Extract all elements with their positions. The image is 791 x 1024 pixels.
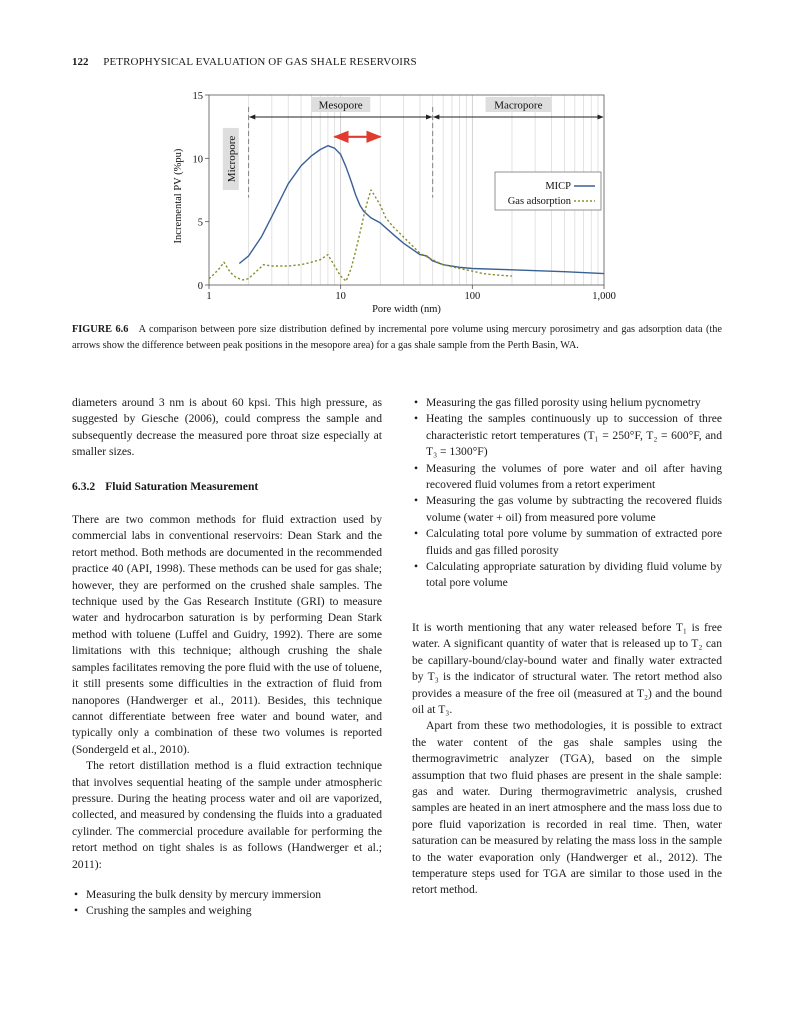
list-item: • Heating the samples continuously up to succession of three characteristic retort temperatures (T₁ = 250°F, T₂ = 600°F, and T₃ = 1300°F) xyxy=(412,411,722,460)
legend-label: MICP xyxy=(545,181,571,192)
procedure-list-left xyxy=(72,887,382,920)
x-tick-label: 1,000 xyxy=(592,291,616,302)
x-tick-label: 1 xyxy=(206,291,212,302)
micropore-label: Micropore xyxy=(225,135,238,183)
list-item: • Measuring the bulk density by mercury immersion xyxy=(72,887,382,903)
page-number: 122 xyxy=(72,56,89,68)
list-item: • Measuring the gas filled porosity using helium pycnometry xyxy=(412,395,722,411)
running-head-title: PETROPHYSICAL EVALUATION OF GAS SHALE RESERVOIRS xyxy=(103,56,417,68)
paragraph-intro: diameters around 3 nm is about 60 kpsi. This high pressure, as suggested by Giesche (2006), could compress the sample and subsequently decrease the measured pore throat size especially at smaller sizes. xyxy=(72,396,382,459)
figure-label: FIGURE 6.6 xyxy=(72,324,129,335)
section-heading xyxy=(72,479,382,495)
paragraph-methods: There are two common methods for fluid extraction used by commercial labs in conventional reservoirs: Dean Stark and the retort method. Both methods are documented in the recommended practice 40 (API, 1998). These methods can be used for gas shale; however, they are performed on the crushed shale samples. The technique used by the Gas Research Institute (GRI) to measure water and hydrocarbon saturation is by performing Dean Stark method with toluene (Luffel and Guidry, 1992). There are some limitations with this technique; although crushing the shale samples facilitates removing the pore fluid with the use of toluene, it still presents some difficulties in the extraction of fluid from nanopores (Handwerger et al., 2011). Besides, this technique cannot differentiate between free water and bound water, and typically only a combination of these two volumes is reported (Sondergeld et al., 2010). xyxy=(72,513,382,756)
paragraph-water: It is worth mentioning that any water released before T₁ is free water. A significant quantity of water that is released up to T₂ can be capillary-bound/clay-bound water and finally water extracted by T₃ is the indicator of structural water. The retort method also provides a measure of the free oil (measured at T₂) and the bound oil at T₃. xyxy=(412,620,722,716)
paragraph-tga: Apart from these two methodologies, it is possible to extract the water content of the gas shale samples using the thermogravimetric analyzer (TGA), based on the simple assumption that two fluid phases are present in the shale sample: gas and water. During thermogravimetric analysis, crushed samples are heated in an inert atmosphere and the mass loss due to pore fluid vaporization is recorded in real time. Then, water saturation can be measured by relating the mass loss in the sample to the water evaporation only (Handwerger et al., 2012). The temperature steps used for TGA are similar to those used in the retort method. xyxy=(412,719,722,897)
right-column xyxy=(412,395,722,899)
legend-label: Gas adsorption xyxy=(507,196,571,207)
y-tick-label: 5 xyxy=(197,217,203,229)
list-item: • Calculating total pore volume by summation of extracted pore fluids and gas filled porosity xyxy=(412,526,722,559)
macropore-label: Macropore xyxy=(494,99,543,112)
y-tick-label: 10 xyxy=(192,154,203,166)
x-tick-label: 100 xyxy=(464,291,481,302)
y-axis-label: Incremental PV (%pu) xyxy=(173,148,184,244)
left-column xyxy=(72,395,382,920)
section-number: 6.3.2 xyxy=(72,479,96,493)
paragraph-retort: The retort distillation method is a fluid extraction technique that involves sequential heating of the sample under atmospheric pressure. During the heating process water and oil are vaporized, collected, and measured by condensing the fluids into a graduated cylinder. The commercial procedure available for performing the retort method on tight shales is as follows (Handwerger et al.; 2011): xyxy=(72,759,382,871)
list-item: • Calculating appropriate saturation by dividing fluid volume by total pore volume xyxy=(412,559,722,592)
list-item: • Measuring the volumes of pore water and oil after having recovered fluid volumes from a retort experiment xyxy=(412,461,722,494)
y-tick-label: 15 xyxy=(192,91,203,102)
pore-size-chart xyxy=(0,0,791,320)
figure-caption-text: A comparison between pore size distribution defined by incremental pore volume using mercury porosimetry and gas adsorption data (the arrows show the difference between peak positions in the mesopore area) for a gas shale sample from the Perth Basin, WA. xyxy=(72,324,722,351)
list-item: • Measuring the gas volume by subtracting the recovered fluids volume (water + oil) from measured pore volume xyxy=(412,493,722,526)
x-tick-label: 10 xyxy=(335,291,346,302)
figure-caption xyxy=(72,322,722,353)
section-title: Fluid Saturation Measurement xyxy=(105,479,259,493)
mesopore-label: Mesopore xyxy=(318,99,363,112)
procedure-list-right xyxy=(412,395,722,592)
list-item: • Crushing the samples and weighing xyxy=(72,903,382,919)
x-axis-label: Pore width (nm) xyxy=(372,304,441,315)
y-tick-label: 0 xyxy=(197,281,203,292)
